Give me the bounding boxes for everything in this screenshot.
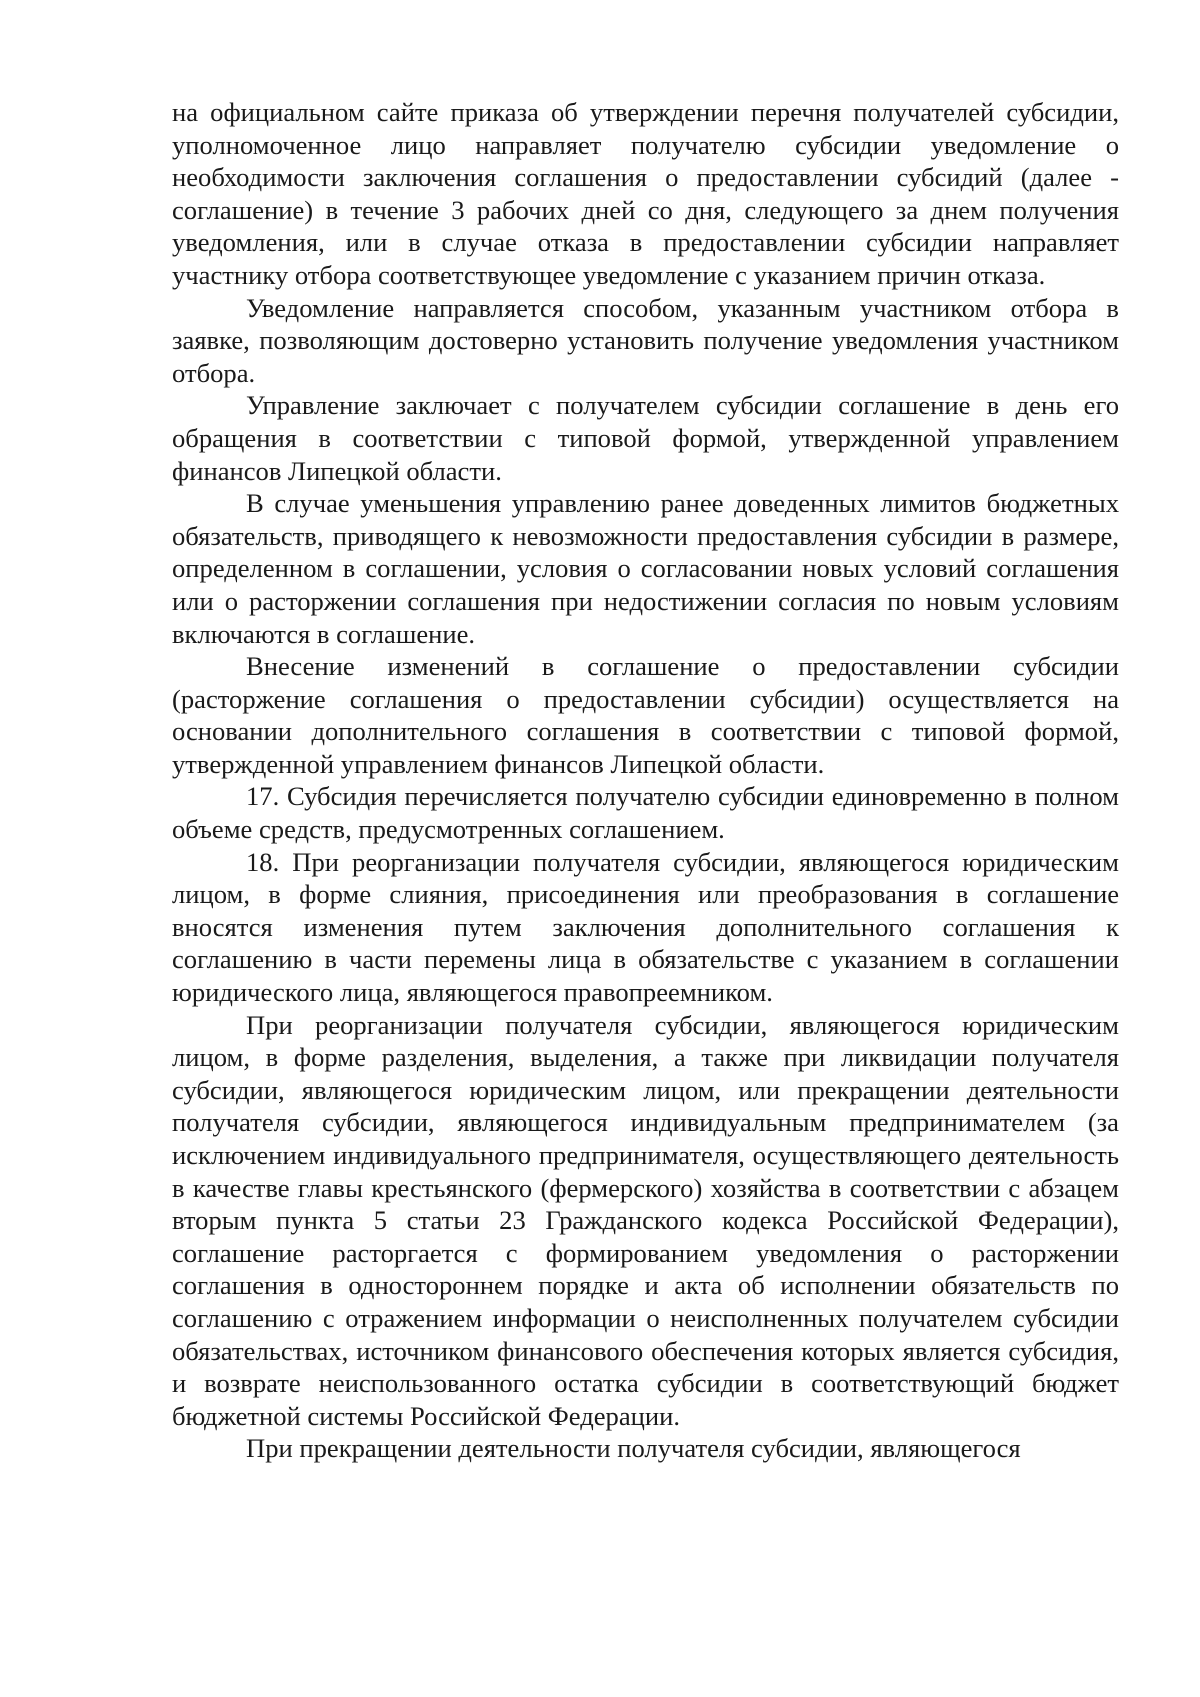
paragraph-item-17: 17. Субсидия перечисляется получателю субсидии единовременно в полном объеме средств, предусмотренных соглашением. (172, 781, 1119, 845)
paragraph-item-18: 18. При реорганизации получателя субсидии, являющегося юридическим лицом, в форме слияния, присоединения или преобразования в соглашение вносятся изменения путем заключения дополнительного соглашения к соглашению в части перемены лица в обязательстве с указанием в соглашении юридического лица, являющегося правопреемником. (172, 846, 1119, 1008)
paragraph-agreement-changes: Внесение изменений в соглашение о предоставлении субсидии (расторжение соглашения о предоставлении субсидии) осуществляется на основании дополнительного соглашения в соответствии с типовой формой, утвержденной управлением финансов Липецкой области. (172, 651, 1119, 779)
paragraph-reorganization-liquidation: При реорганизации получателя субсидии, являющегося юридическим лицом, в форме разделения, выделения, а также при ликвидации получателя субсидии, являющегося юридическим лицом, или прекращении деятельности получателя субсидии, являющегося индивидуальным предпринимателем (за исключением индивидуального предпринимателя, осуществляющего деятельность в качестве главы крестьянского (фермерского) хозяйства в соответствии с абзацем вторым пункта 5 статьи 23 Гражданского кодекса Российской Федерации), соглашение расторгается с формированием уведомления о расторжении соглашения в одностороннем порядке и акта об исполнении обязательств по соглашению с отражением информации о неисполненных получателем субсидии обязательствах, источником финансового обеспечения которых является субсидия, и возврате неиспользованного остатка субсидии в соответствующий бюджет бюджетной системы Российской Федерации. (172, 1009, 1119, 1431)
paragraph-continued-notification: на официальном сайте приказа об утверждении перечня получателей субсидии, уполномоченное лицо направляет получателю субсидии уведомление о необходимости заключения соглашения о предоставлении субсидий (далее - соглашение) в течение 3 рабочих дней со дня, следующего за днем получения уведомления, или в случае отказа в предоставлении субсидии направляет участнику отбора соответствующее уведомление с указанием причин отказа. (172, 97, 1119, 290)
paragraph-agreement-conclusion: Управление заключает с получателем субсидии соглашение в день его обращения в соответствии с типовой формой, утвержденной управлением финансов Липецкой области. (172, 390, 1119, 486)
document-page (172, 96, 1119, 1465)
paragraph-notification-method: Уведомление направляется способом, указанным участником отбора в заявке, позволяющим достоверно установить получение уведомления участником отбора. (172, 292, 1119, 388)
paragraph-termination-activity: При прекращении деятельности получателя субсидии, являющегося (246, 1433, 1021, 1464)
paragraph-limits-reduction: В случае уменьшения управлению ранее доведенных лимитов бюджетных обязательств, приводящего к невозможности предоставления субсидии в размере, определенном в соглашении, условия о согласовании новых условий соглашения или о расторжении соглашения при недостижении согласия по новым условиям включаются в соглашение. (172, 488, 1119, 649)
